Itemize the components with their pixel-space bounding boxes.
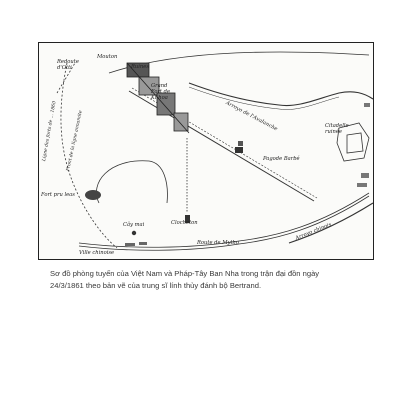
label-arroyo-avalanche: Arroyo de l'Avalanche bbox=[224, 100, 279, 133]
label-ruines: Ruines bbox=[131, 64, 149, 70]
cay-mai-marker bbox=[132, 231, 136, 235]
label-arroyo-chinois: Arroyo chinois bbox=[294, 221, 333, 242]
label-ville-chinoise: Ville chinoise bbox=[79, 250, 115, 256]
fort-pru-leas-marker bbox=[85, 190, 101, 200]
label-pagode-barbe: Pagode Barbé bbox=[263, 156, 300, 162]
label-ligne: Ligne des forts de ... 1860 bbox=[42, 100, 58, 162]
label-route-mytho: Route de Mytho bbox=[197, 240, 240, 246]
label-fort-pru-leas: Fort pru leas bbox=[41, 192, 75, 198]
label-front: Front de la ligne annamite bbox=[66, 110, 84, 172]
ville-chinoise-blocks bbox=[125, 242, 147, 246]
pagode-barbe-marker bbox=[235, 141, 243, 153]
label-clocheton: Clocheton bbox=[171, 220, 198, 226]
figure-caption: Sơ đồ phòng tuyến của Việt Nam và Pháp-Tây Ban Nha trong trận đại đồn ngày 24/3/1861 theo bản vẽ của trung sĩ lính thủy đánh bộ Bertrand. bbox=[50, 269, 320, 290]
label-grand-fort: Grand Fort de Ki-hoa bbox=[151, 83, 171, 101]
historical-map bbox=[38, 42, 374, 260]
arc-path bbox=[96, 161, 167, 203]
arroyo-avalanche-river bbox=[189, 83, 373, 106]
right-edge-buildings bbox=[357, 103, 370, 187]
label-cay-mai: Cây mai bbox=[123, 222, 145, 228]
citadelle-inner bbox=[347, 133, 363, 153]
label-citadelle: Citadelle ruinée bbox=[325, 123, 349, 135]
label-mouton: Mouton bbox=[97, 54, 118, 60]
label-redoute-dotti: Redoute d'Otti bbox=[57, 59, 79, 71]
